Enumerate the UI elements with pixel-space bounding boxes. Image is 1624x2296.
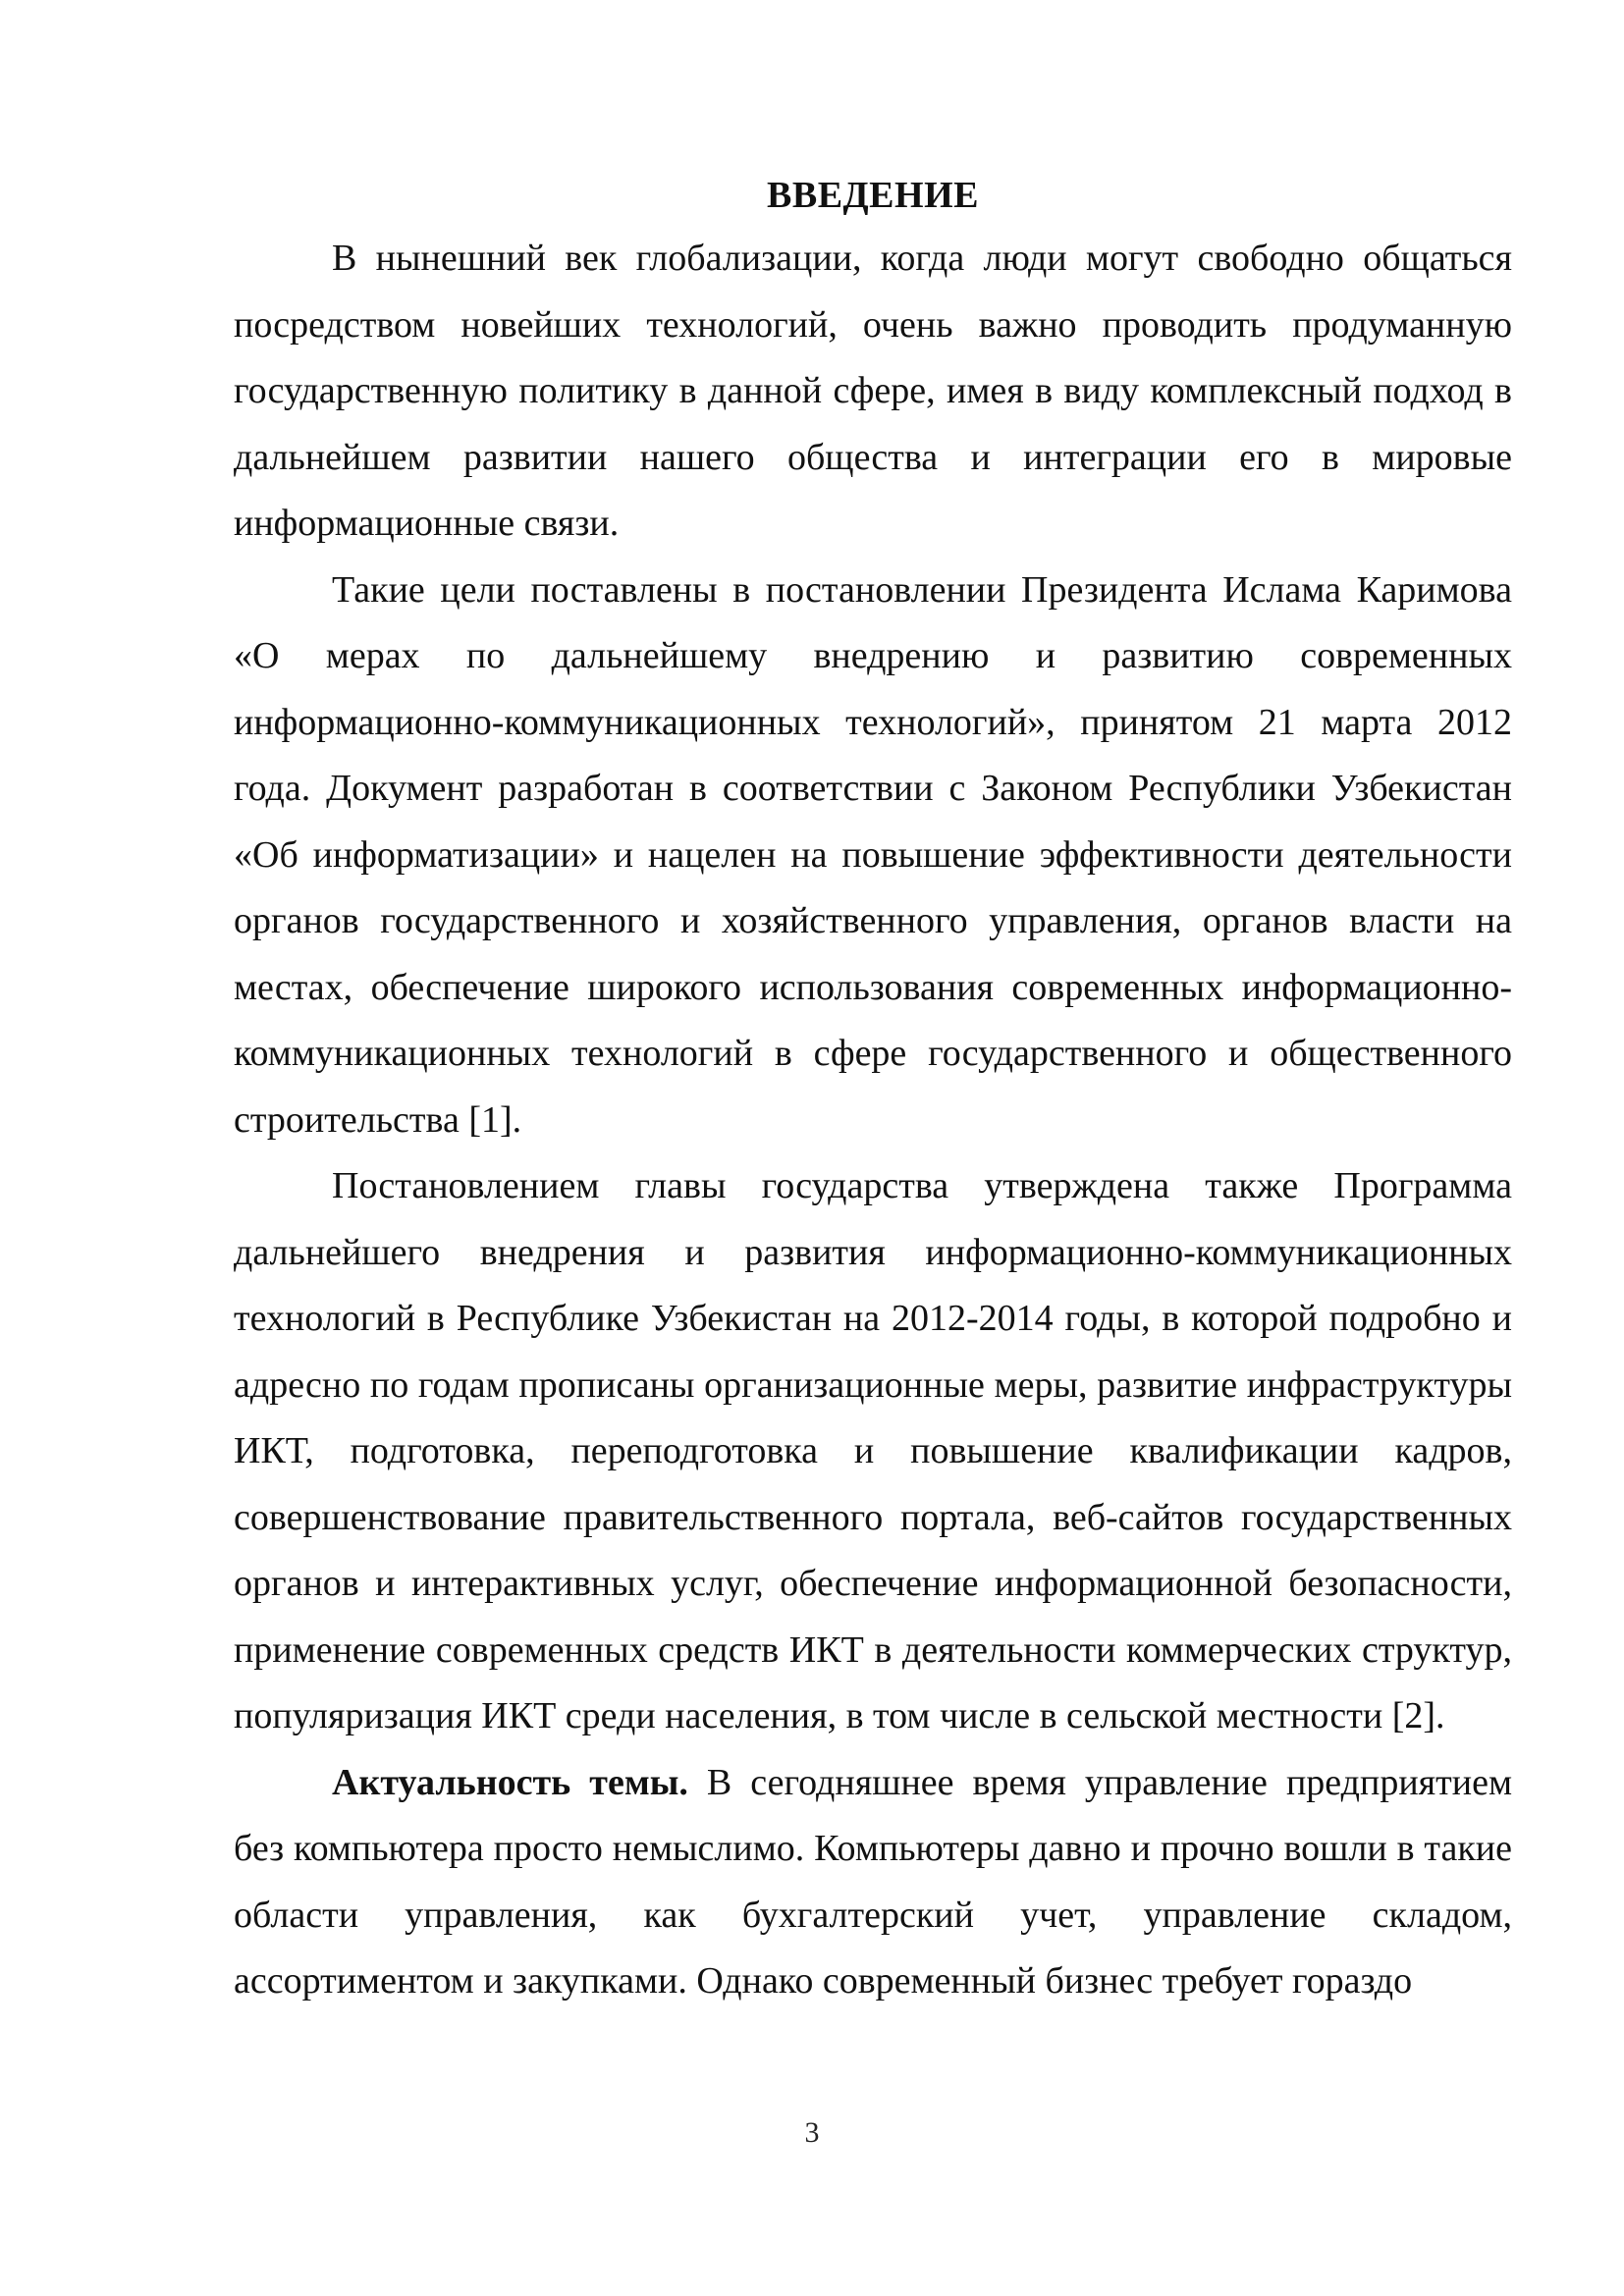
- paragraph-text: Постановлением главы государства утверждена также Программа дальнейшего внедрения и развития информационно-коммуникационных технологий в Республике Узбекистан на 2012-2014 годы, в которой подробно и адресно по годам прописаны организационные меры, развитие инфраструктуры ИКТ, подготовка, переподготовка и повышение квалификации кадров, совершенствование правительственного портала, веб-сайтов государственных органов и интерактивных услуг, обеспечение информационной безопасности, применение современных средств ИКТ в деятельности коммерческих структур, популяризация ИКТ среди населения, в том числе в сельской местности [2].: [234, 1165, 1512, 1736]
- page-number: 3: [804, 2116, 820, 2149]
- paragraph-text: В нынешний век глобализации, когда люди могут свободно общаться посредством новейших технологий, очень важно проводить продуманную государственную политику в данной сфере, имея в виду комплексный подход в дальнейшем развитии нашего общества и интеграции его в мировые информационные связи.: [234, 238, 1512, 544]
- paragraph-relevance: [234, 1750, 1512, 2015]
- section-title: ВВЕДЕНИЕ: [767, 175, 979, 216]
- paragraph-intro: [234, 226, 1512, 558]
- paragraph-decree: [234, 558, 1512, 1154]
- paragraph-text: Такие цели поставлены в постановлении Президента Ислама Каримова «О мерах по дальнейшему внедрению и развитию современных информационно-коммуникационных технологий», принятом 21 марта 2012 года. Документ разработан в соответствии с Законом Республики Узбекистан «Об информатизации» и нацелен на повышение эффективности деятельности органов государственного и хозяйственного управления, органов власти на местах, обеспечение широкого использования современных информационно-коммуникационных технологий в сфере государственного и общественного строительства [1].: [234, 568, 1512, 1141]
- page-body: [234, 173, 1512, 2015]
- paragraph-lead-heading: Актуальность темы.: [332, 1761, 688, 1803]
- paragraph-text: В сегодняшнее время управление предприятием без компьютера просто немыслимо. Компьютеры давно и прочно вошли в такие области управления, как бухгалтерский учет, управление складом, ассортиментом и закупками. Однако современный бизнес требует гораздо: [234, 1761, 1512, 2002]
- paragraph-program: [234, 1153, 1512, 1750]
